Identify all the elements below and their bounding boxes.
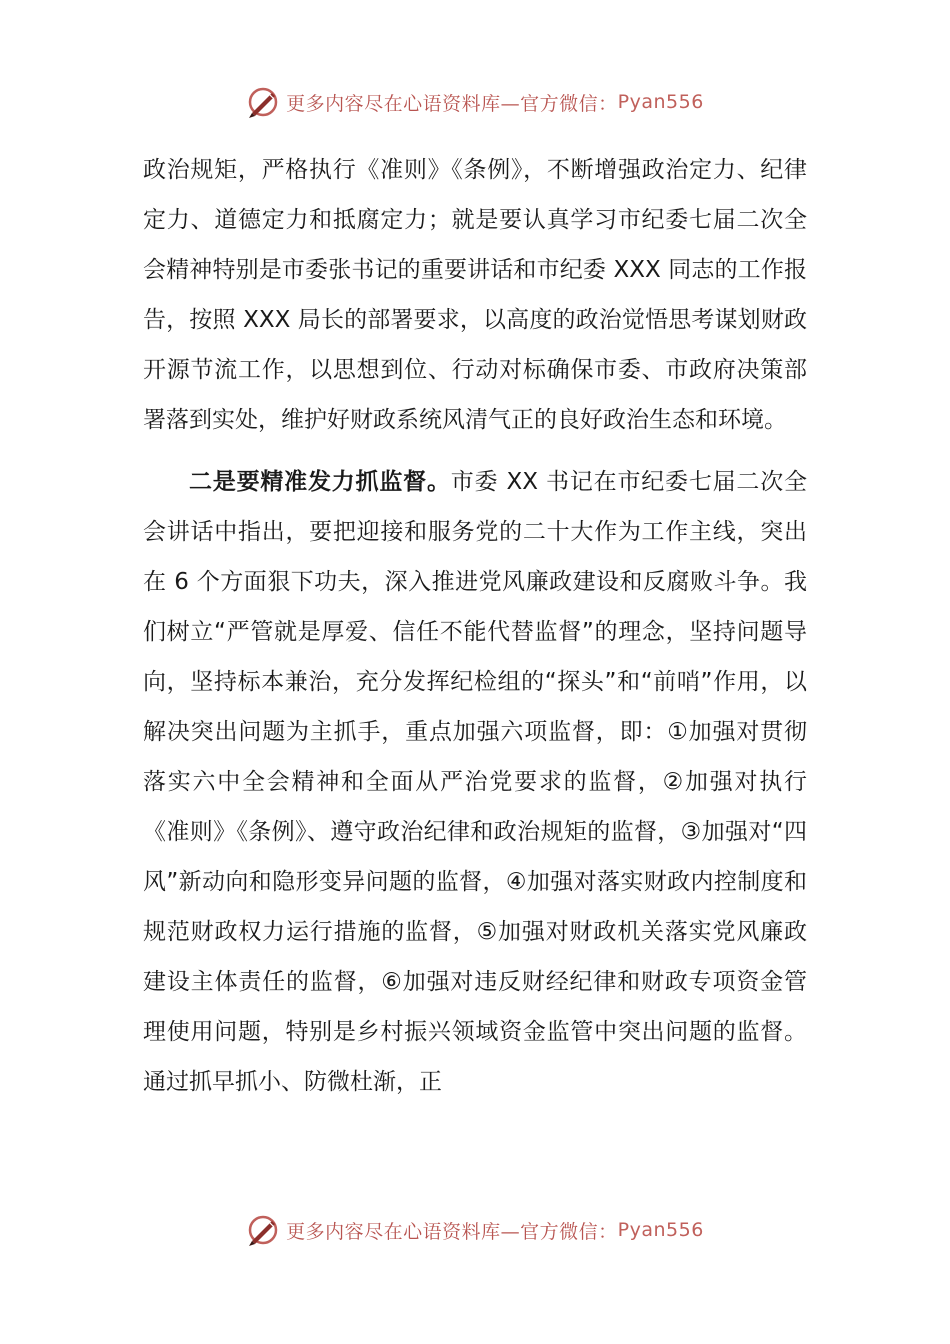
- paragraph-1: 政治规矩，严格执行《准则》《条例》，不断增强政治定力、纪律定力、道德定力和抵腐定力；就是要认真学习市纪委七届二次全会精神特别是市委张书记的重要讲话和市纪委 XXX 同志的工作报告，按照 XXX 局长的部署要求，以高度的政治觉悟思考谋划财政开源节流工作，以思想到位、行动对标确保市委、市政府决策部署落到实处，维护好财政系统风清气正的良好政治生态和环境。: [143, 157, 807, 433]
- banner-wechat-id: Pyan556: [617, 91, 704, 113]
- pen-logo-icon: [246, 85, 280, 119]
- document-body: [143, 145, 807, 1107]
- banner-text: 更多内容尽在心语资料库—官方微信：: [286, 92, 618, 115]
- header-banner: [0, 82, 950, 122]
- footer-banner: [0, 1210, 950, 1250]
- paragraph-2: [143, 457, 807, 1107]
- banner-wechat-id: Pyan556: [617, 1219, 704, 1241]
- paragraph-2-heading: 二是要精准发力抓监督。: [189, 469, 451, 495]
- pen-logo-icon: [246, 1213, 280, 1247]
- paragraph-2-text: 市委 XX 书记在市纪委七届二次全会讲话中指出，要把迎接和服务党的二十大作为工作主线，突出在 6 个方面狠下功夫，深入推进党风廉政建设和反腐败斗争。我们树立“严管就是厚爱、信任不能代替监督”的理念，坚持问题导向，坚持标本兼治，充分发挥纪检组的“探头”和“前哨”作用，以解决突出问题为主抓手，重点加强六项监督，即：①加强对贯彻落实六中全会精神和全面从严治党要求的监督，②加强对执行《准则》《条例》、遵守政治纪律和政治规矩的监督，③加强对“四风”新动向和隐形变异问题的监督，④加强对落实财政内控制度和规范财政权力运行措施的监督，⑤加强对财政机关落实党风廉政建设主体责任的监督，⑥加强对违反财经纪律和财政专项资金管理使用问题，特别是乡村振兴领域资金监管中突出问题的监督。通过抓早抓小、防微杜渐，正: [143, 469, 808, 1095]
- banner-text: 更多内容尽在心语资料库—官方微信：: [286, 1220, 618, 1243]
